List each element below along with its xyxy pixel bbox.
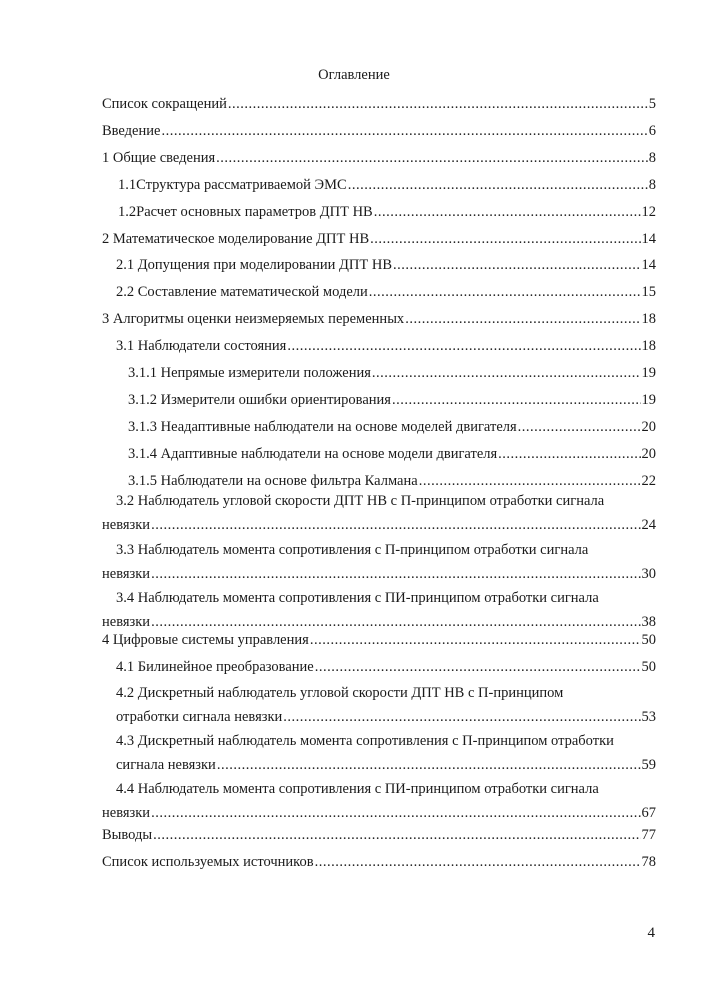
toc-entry[interactable]: 3.1.5 Наблюдатели на основе фильтра Калмана ..... 22 (128, 472, 656, 490)
dot-leader (310, 631, 641, 649)
toc-page-number: 8 (648, 150, 656, 166)
toc-page-number: 5 (648, 96, 656, 112)
toc-entry[interactable]: Список сокращений ..... 5 (102, 95, 656, 113)
toc-entry[interactable]: 3.1.2 Измерители ошибки ориентирования ..... 19 (128, 391, 656, 409)
dot-leader (217, 756, 641, 774)
dot-leader (151, 516, 640, 534)
toc-page-number: 53 (641, 709, 656, 725)
toc-page-number: 15 (641, 284, 656, 300)
dot-leader (287, 337, 640, 355)
dot-leader (419, 472, 641, 490)
toc-entry[interactable]: 3.1.1 Непрямые измерители положения ..... 19 (128, 364, 656, 382)
toc-entry[interactable]: 3 Алгоритмы оценки неизмеряемых переменных ..... 18 (102, 310, 656, 328)
toc-page-number: 6 (648, 123, 656, 139)
toc-page-number: 38 (641, 614, 656, 630)
dot-leader (392, 391, 641, 409)
toc-page-number: 8 (648, 177, 656, 193)
toc-page-number: 20 (641, 419, 656, 435)
toc-entry[interactable]: 3.1.4 Адаптивные наблюдатели на основе модели двигателя ..... 20 (128, 445, 656, 463)
toc-page-number: 50 (641, 632, 656, 648)
dot-leader (151, 613, 640, 631)
dot-leader (151, 804, 640, 822)
toc-entry[interactable]: 3.1 Наблюдатели состояния ..... 18 (116, 337, 656, 355)
toc-title: Оглавление (318, 67, 390, 83)
toc-page-number: 19 (641, 365, 656, 381)
toc-page-number: 50 (641, 659, 656, 675)
dot-leader (370, 230, 640, 248)
toc-entry[interactable]: 3.2 Наблюдатель угловой скорости ДПТ НВ с П-принципом отработки сигнала невязки ..... 24 (102, 492, 656, 534)
dot-leader (372, 364, 641, 382)
toc-entry[interactable]: 4 Цифровые системы управления ..... 50 (102, 631, 656, 649)
toc-page-number: 78 (641, 854, 656, 870)
toc-entry[interactable]: 4.2 Дискретный наблюдатель угловой скорости ДПТ НВ с П-принципом отработки сигнала невязки ..... 53 (116, 684, 656, 726)
dot-leader (151, 565, 640, 583)
dot-leader (518, 418, 641, 436)
toc-page-number: 20 (641, 446, 656, 462)
dot-leader (228, 95, 648, 113)
toc-page-number: 14 (641, 257, 656, 273)
toc-entry[interactable]: 4.1 Билинейное преобразование ..... 50 (116, 658, 656, 676)
toc-entry[interactable]: 2.2 Составление математической модели ..... 15 (116, 283, 656, 301)
toc-page-number: 22 (641, 473, 656, 489)
toc-entry[interactable]: Выводы ..... 77 (102, 826, 656, 844)
toc-entry[interactable]: 1 Общие сведения ..... 8 (102, 149, 656, 167)
toc-entry[interactable]: 3.4 Наблюдатель момента сопротивления с ПИ-принципом отработки сигнала невязки ..... 38 (102, 589, 656, 631)
dot-leader (161, 122, 647, 140)
toc-entry[interactable]: 1.2 Расчет основных параметров ДПТ НВ ..... 12 (118, 203, 656, 221)
toc-page-number: 24 (641, 517, 656, 533)
toc-page-number: 59 (641, 757, 656, 773)
toc-page-number: 19 (641, 392, 656, 408)
toc-entry[interactable]: 3.3 Наблюдатель момента сопротивления с П-принципом отработки сигнала невязки ..... 30 (102, 541, 656, 583)
dot-leader (348, 176, 648, 194)
toc-page-number: 12 (641, 204, 656, 220)
dot-leader (283, 708, 640, 726)
dot-leader (374, 203, 641, 221)
toc-entry[interactable]: 2 Математическое моделирование ДПТ НВ ..... 14 (102, 230, 656, 248)
toc-page-number: 18 (641, 311, 656, 327)
dot-leader (498, 445, 640, 463)
toc-page-number: 67 (641, 805, 656, 821)
toc-page-number: 30 (641, 566, 656, 582)
dot-leader (405, 310, 640, 328)
toc-entry[interactable]: Введение ..... 6 (102, 122, 656, 140)
page-number: 4 (647, 925, 655, 941)
dot-leader (153, 826, 640, 844)
toc-entry[interactable]: 1.1 Структура рассматриваемой ЭМС ..... 8 (118, 176, 656, 194)
toc-entry[interactable]: 3.1.3 Неадаптивные наблюдатели на основе моделей двигателя ..... 20 (128, 418, 656, 436)
toc-entry[interactable]: Список используемых источников ..... 78 (102, 853, 656, 871)
dot-leader (216, 149, 648, 167)
toc-entry[interactable]: 4.3 Дискретный наблюдатель момента сопротивления с П-принципом отработки сигнала невязки ..... 59 (116, 732, 656, 774)
toc-page-number: 14 (641, 231, 656, 247)
toc-entry[interactable]: 2.1 Допущения при моделировании ДПТ НВ ..... 14 (116, 256, 656, 274)
toc-entry[interactable]: 4.4 Наблюдатель момента сопротивления с ПИ-принципом отработки сигнала невязки ..... 67 (102, 780, 656, 822)
dot-leader (315, 853, 641, 871)
toc-page-number: 77 (641, 827, 656, 843)
dot-leader (369, 283, 641, 301)
toc-page-number: 18 (641, 338, 656, 354)
dot-leader (393, 256, 640, 274)
dot-leader (315, 658, 641, 676)
